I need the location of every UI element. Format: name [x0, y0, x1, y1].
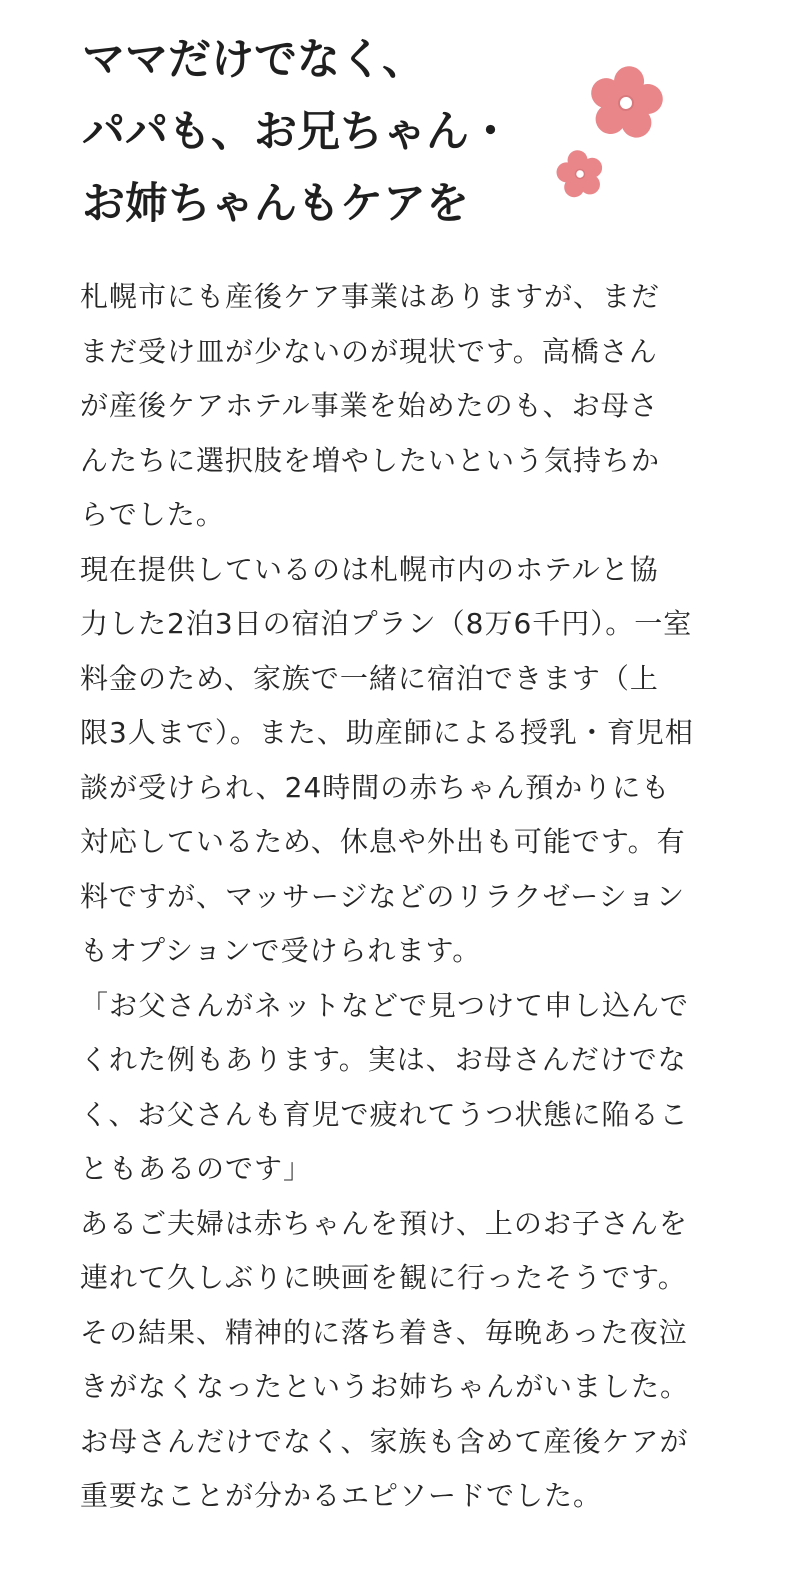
- heading-line: ママだけでなく、: [82, 35, 426, 85]
- body-line: 限3人まで）。また、助産師による授乳・育児相: [80, 716, 694, 749]
- body-line: きがなくなったというお姉ちゃんがいました。: [80, 1370, 690, 1403]
- flower-decoration: [548, 56, 688, 216]
- body-line: 料ですが、マッサージなどのリラクゼーション: [80, 879, 686, 913]
- body-line: 対応しているため、休息や外出も可能です。有: [80, 825, 686, 858]
- article-heading: [82, 24, 552, 240]
- body-line: ともあるのです」: [80, 1152, 313, 1185]
- flower-icon: [553, 146, 606, 199]
- body-line: あるご夫婦は赤ちゃんを預け、上のお子さんを: [80, 1206, 688, 1240]
- body-line: 力した2泊3日の宿泊プラン（8万6千円）。一室: [80, 607, 693, 640]
- body-line: く、お父さんも育児で疲れてうつ状態に陥るこ: [80, 1097, 689, 1131]
- body-line: 談が受けられ、24時間の赤ちゃん預かりにも: [80, 770, 671, 804]
- body-line: が産後ケアホテル事業を始めたのも、お母さ: [80, 389, 659, 422]
- body-line: らでした。: [80, 498, 225, 531]
- article-body: [80, 270, 725, 1524]
- body-line: んたちに選択肢を増やしたいという気持ちか: [80, 443, 661, 477]
- body-line: 札幌市にも産後ケア事業はありますが、まだ: [80, 280, 661, 313]
- body-line: まだ受け皿が少ないのが現状です。高橋さん: [80, 334, 658, 368]
- body-line: お母さんだけでなく、家族も含めて産後ケアが: [80, 1424, 689, 1458]
- heading-line: パパも、お兄ちゃん・: [82, 107, 512, 157]
- body-line: その結果、精神的に落ち着き、毎晩あった夜泣: [80, 1315, 688, 1349]
- body-line: もオプションで受けられます。: [80, 934, 482, 967]
- body-line: くれた例もあります。実は、お母さんだけでな: [80, 1043, 687, 1076]
- body-line: 「お父さんがネットなどで見つけて申し込んで: [80, 988, 690, 1022]
- body-line: 現在提供しているのは札幌市内のホテルと協: [80, 552, 659, 586]
- flower-icon: [586, 61, 667, 140]
- heading-line: お姉ちゃんもケアを: [82, 179, 469, 229]
- body-line: 料金のため、家族で一緒に宿泊できます（上: [80, 661, 659, 695]
- body-line: 連れて久しぶりに映画を観に行ったそうです。: [80, 1261, 687, 1294]
- body-line: 重要なことが分かるエピソードでした。: [80, 1479, 603, 1512]
